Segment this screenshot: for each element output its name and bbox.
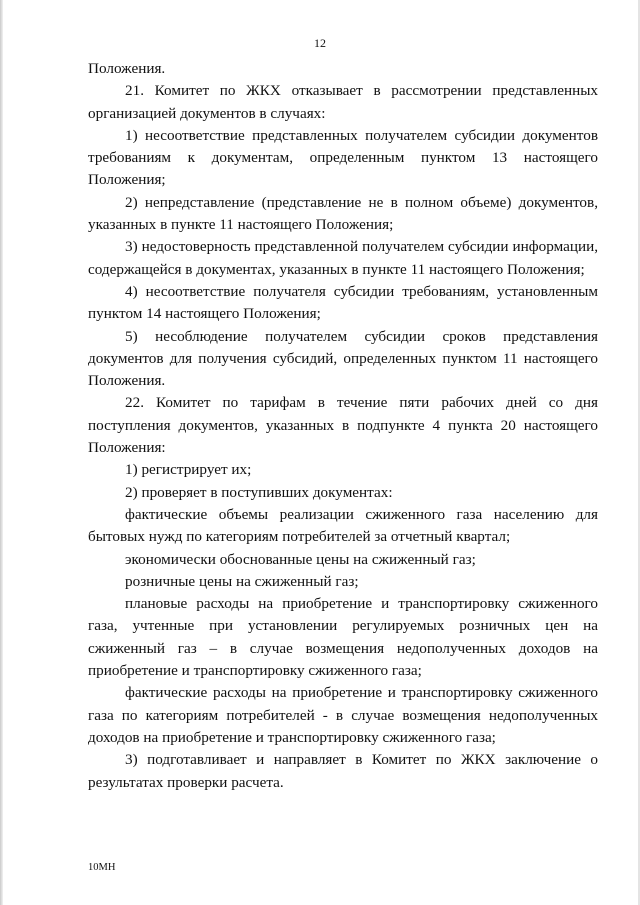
list-item: 2) непредставление (представление не в полном объеме) документов, указанных в пункте 11 настоящего Положения;	[88, 193, 598, 234]
footer-code: 10МН	[88, 862, 116, 873]
document-body	[88, 58, 598, 794]
list-item: 2) проверяет в поступивших документах:	[125, 483, 393, 501]
sub-item: плановые расходы на приобретение и транспортировку сжиженного газа, учтенные при установлении регулируемых розничных цен на сжиженный газ – в случае возмещения недополученных доходов на приобретение и транспортировку сжиженного газа;	[88, 595, 598, 680]
paragraph: 21. Комитет по ЖКХ отказывает в рассмотрении представленных организацией документов в случаях:	[88, 82, 598, 122]
paragraph: Положения.	[88, 60, 166, 77]
list-item: 3) подготавливает и направляет в Комитет по ЖКХ заключение о результатах проверки расчета.	[88, 751, 598, 791]
list-item: 1) несоответствие представленных получателем субсидии документов требованиям к документам, определенным пунктом 13 настоящего Положения;	[88, 126, 598, 189]
sub-item: экономически обоснованные цены на сжиженный газ;	[125, 550, 476, 568]
list-item: 3) недостоверность представленной получателем субсидии информации, содержащейся в документах, указанных в пункте 11 настоящего Положения;	[88, 238, 598, 278]
paragraph: 22. Комитет по тарифам в течение пяти рабочих дней со дня поступления документов, указанных в подпункте 4 пункта 20 настоящего Положения:	[88, 394, 598, 457]
sub-item: розничные цены на сжиженный газ;	[125, 572, 359, 590]
list-item: 5) несоблюдение получателем субсидии сроков представления документов для получения субсидий, определенных пунктом 11 настоящего Положения.	[88, 327, 598, 390]
sub-item: фактические объемы реализации сжиженного газа населению для бытовых нужд по категориям потребителей за отчетный квартал;	[88, 505, 598, 546]
scan-edge-left	[0, 0, 3, 905]
list-item: 4) несоответствие получателя субсидии требованиям, установленным пунктом 14 настоящего Положения;	[88, 282, 598, 323]
page-number: 12	[314, 36, 326, 50]
sub-item: фактические расходы на приобретение и транспортировку сжиженного газа по категориям потребителей - в случае возмещения недополученных доходов на приобретение и транспортировку сжиженного газа;	[88, 684, 598, 746]
list-item: 1) регистрирует их;	[125, 461, 252, 479]
